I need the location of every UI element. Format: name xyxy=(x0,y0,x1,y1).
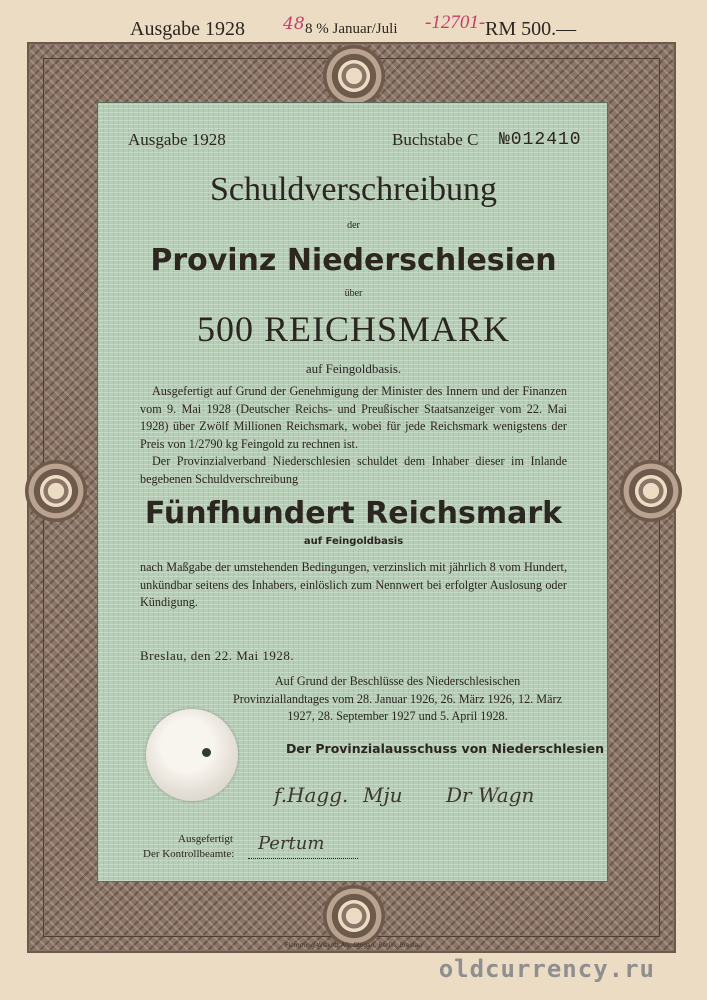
rosette-ornament-bottom xyxy=(323,885,385,947)
top-edition-label: Ausgabe 1928 xyxy=(130,18,245,40)
issuer-name: Provinz Niederschlesien xyxy=(150,243,557,278)
serial-number: №012410 xyxy=(499,130,582,150)
panel-edition: Ausgabe 1928 xyxy=(128,130,226,149)
debt-paragraph: Der Provinzialverband Niederschlesien schuldet dem Inhaber dieser im Inlande begebenen Schuldverschreibung xyxy=(140,454,567,486)
issued-label: Ausgefertigt xyxy=(178,833,233,845)
basis-label: auf Feingoldbasis. xyxy=(305,361,402,376)
rosette-ornament-right xyxy=(620,460,682,522)
series-label: Buchstabe C xyxy=(392,130,479,149)
signature-2: Mju xyxy=(363,783,403,807)
signature-3: Dr Wagn xyxy=(446,783,535,807)
document-title: Schuldverschreibung xyxy=(209,171,498,208)
basis-label-2: auf Feingoldbasis xyxy=(303,536,404,547)
ueber-label: über xyxy=(344,288,363,299)
controller-signature: Pertum xyxy=(258,833,325,854)
handwritten-code: -12701- xyxy=(425,12,486,33)
certificate-panel xyxy=(97,102,608,882)
amount-in-words: Fünfhundert Reichsmark xyxy=(144,496,563,531)
cancellation-hole xyxy=(202,748,211,757)
terms-paragraph: nach Maßgabe der umstehenden Bedingungen, verzinslich mit jährlich 8 vom Hundert, unkündbar seitens des Inhabers, einlöslich zum Nennwert bei erfolgter Auslosung oder Kündigung. xyxy=(140,560,567,609)
controller-label: Der Kontrollbeamte: xyxy=(143,848,235,860)
printer-imprint: Flemming-Wiskott AG, Glogau, Berlin, Breslau xyxy=(284,942,423,949)
place-date: Breslau, den 22. Mai 1928. xyxy=(140,648,295,663)
resolution-paragraph: Auf Grund der Beschlüsse des Niederschlesischen Provinziallandtages vom 28. Januar 1926, 26. März 1926, 12. März 1927, 28. September 1927 und 5. April 1928. xyxy=(233,674,562,723)
signature-1: f.Hagg. xyxy=(274,783,349,807)
watermark: oldcurrency.ru xyxy=(438,955,655,983)
der-label: der xyxy=(347,220,360,231)
controller-line xyxy=(248,858,358,859)
denomination-label: RM 500.— xyxy=(485,18,577,40)
rosette-ornament-top xyxy=(323,45,385,107)
embossed-seal xyxy=(146,709,238,801)
authorization-paragraph: Ausgefertigt auf Grund der Genehmigung der Minister des Innern und der Finanzen vom 9. Mai 1928 (Deutscher Reichs- und Preußischer Staatsanzeiger vom 22. Mai 1928) über Zwölf Millionen Reichsmark, wobei für jede Reichsmark wenigstens der Preis von 1/2790 kg Feingold zu rechnen ist. xyxy=(140,384,567,451)
rosette-ornament-left xyxy=(25,460,87,522)
handwritten-number: 48 xyxy=(283,14,305,34)
amount-headline: 500 REICHSMARK xyxy=(196,309,511,349)
committee-name: Der Provinzialausschuss von Niederschlesien xyxy=(286,741,604,756)
interest-coupon-label: 8 % Januar/Juli xyxy=(305,21,398,37)
